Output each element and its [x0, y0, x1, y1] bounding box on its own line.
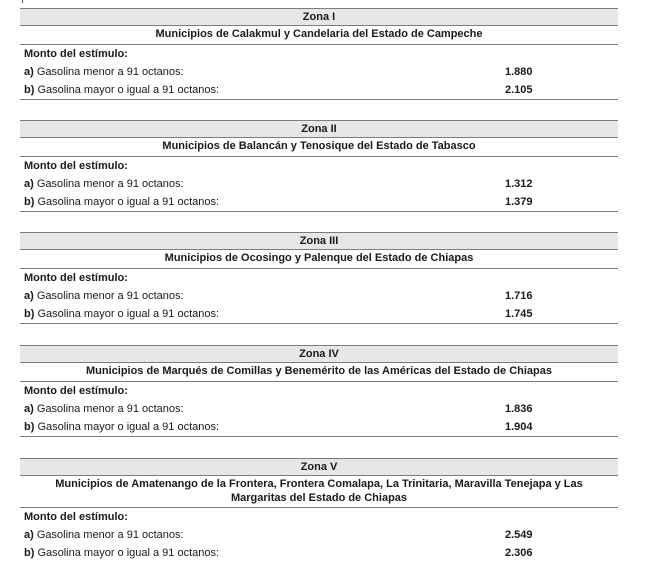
- table-row: [20, 175, 618, 193]
- zone-title: Zona IV: [20, 345, 618, 363]
- table-row: [20, 63, 618, 81]
- table-row: [20, 287, 618, 305]
- row-label: [20, 290, 184, 302]
- row-value: 2.549: [505, 529, 533, 541]
- row-value: 1.880: [505, 66, 533, 78]
- zone-municipalities: Municipios de Calakmul y Candelaria del Estado de Campeche: [20, 26, 618, 45]
- row-value: 1.904: [505, 421, 533, 433]
- row-prefix: a): [24, 66, 34, 78]
- stimulus-label: Monto del estímulo:: [24, 385, 128, 397]
- zone-municipalities: Municipios de Amatenango de la Frontera, Frontera Comalapa, La Trinitaria, Maravilla Tenejapa y Las Margaritas del Estado de Chiapas: [20, 476, 618, 508]
- row-text: Gasolina menor a 91 octanos:: [33, 529, 184, 541]
- table-row: [20, 81, 618, 100]
- row-prefix: a): [24, 403, 34, 415]
- row-label: [20, 547, 219, 559]
- zone-2-table: [20, 120, 618, 212]
- row-prefix: b): [24, 308, 35, 320]
- row-text: Gasolina mayor o igual a 91 octanos:: [34, 196, 220, 208]
- zone-municipalities: Municipios de Balancán y Tenosique del Estado de Tabasco: [20, 138, 618, 157]
- zone-title: Zona III: [20, 232, 618, 250]
- row-label: [20, 529, 184, 541]
- zone-title: Zona II: [20, 120, 618, 138]
- zone-title: Zona V: [20, 458, 618, 476]
- row-prefix: a): [24, 290, 34, 302]
- zone-4-table: [20, 345, 618, 437]
- row-text: Gasolina mayor o igual a 91 octanos:: [34, 547, 220, 559]
- row-label: [20, 178, 184, 190]
- zone-5-table: [20, 458, 618, 562]
- table-row: [20, 400, 618, 418]
- zone-1-table: [20, 8, 618, 100]
- row-label: [20, 84, 219, 96]
- table-row: [20, 526, 618, 544]
- table-row: [20, 544, 618, 562]
- zone-title: Zona I: [20, 8, 618, 26]
- row-prefix: a): [24, 178, 34, 190]
- row-label: [20, 308, 219, 320]
- zone-3-table: [20, 232, 618, 324]
- row-value: 1.745: [505, 308, 533, 320]
- row-value: 1.379: [505, 196, 533, 208]
- zone-municipalities: Municipios de Marqués de Comillas y Benemérito de las Américas del Estado de Chiapas: [20, 363, 618, 382]
- row-text: Gasolina menor a 91 octanos:: [33, 66, 184, 78]
- row-value: 2.306: [505, 547, 533, 559]
- row-text: Gasolina mayor o igual a 91 octanos:: [34, 421, 220, 433]
- row-text: Gasolina menor a 91 octanos:: [33, 178, 184, 190]
- row-label: [20, 403, 184, 415]
- zone-municipalities: Municipios de Ocosingo y Palenque del Estado de Chiapas: [20, 250, 618, 269]
- row-text: Gasolina mayor o igual a 91 octanos:: [34, 308, 220, 320]
- stimulus-label: Monto del estímulo:: [24, 48, 128, 60]
- row-prefix: b): [24, 84, 35, 96]
- stimulus-label: Monto del estímulo:: [24, 272, 128, 284]
- row-text: Gasolina menor a 91 octanos:: [33, 290, 184, 302]
- row-value: 1.716: [505, 290, 533, 302]
- row-value: 2.105: [505, 84, 533, 96]
- row-text: Gasolina menor a 91 octanos:: [33, 403, 184, 415]
- row-label: [20, 196, 219, 208]
- table-row: [20, 305, 618, 324]
- row-prefix: b): [24, 547, 35, 559]
- stimulus-label: Monto del estímulo:: [24, 160, 128, 172]
- row-label: [20, 66, 184, 78]
- table-row: [20, 418, 618, 437]
- row-label: [20, 421, 219, 433]
- row-prefix: b): [24, 421, 35, 433]
- row-value: 1.836: [505, 403, 533, 415]
- stimulus-label: Monto del estímulo:: [24, 511, 128, 523]
- row-prefix: a): [24, 529, 34, 541]
- row-text: Gasolina mayor o igual a 91 octanos:: [34, 84, 220, 96]
- row-prefix: b): [24, 196, 35, 208]
- row-value: 1.312: [505, 178, 533, 190]
- table-row: [20, 193, 618, 212]
- page-corner-mark: [22, 0, 29, 3]
